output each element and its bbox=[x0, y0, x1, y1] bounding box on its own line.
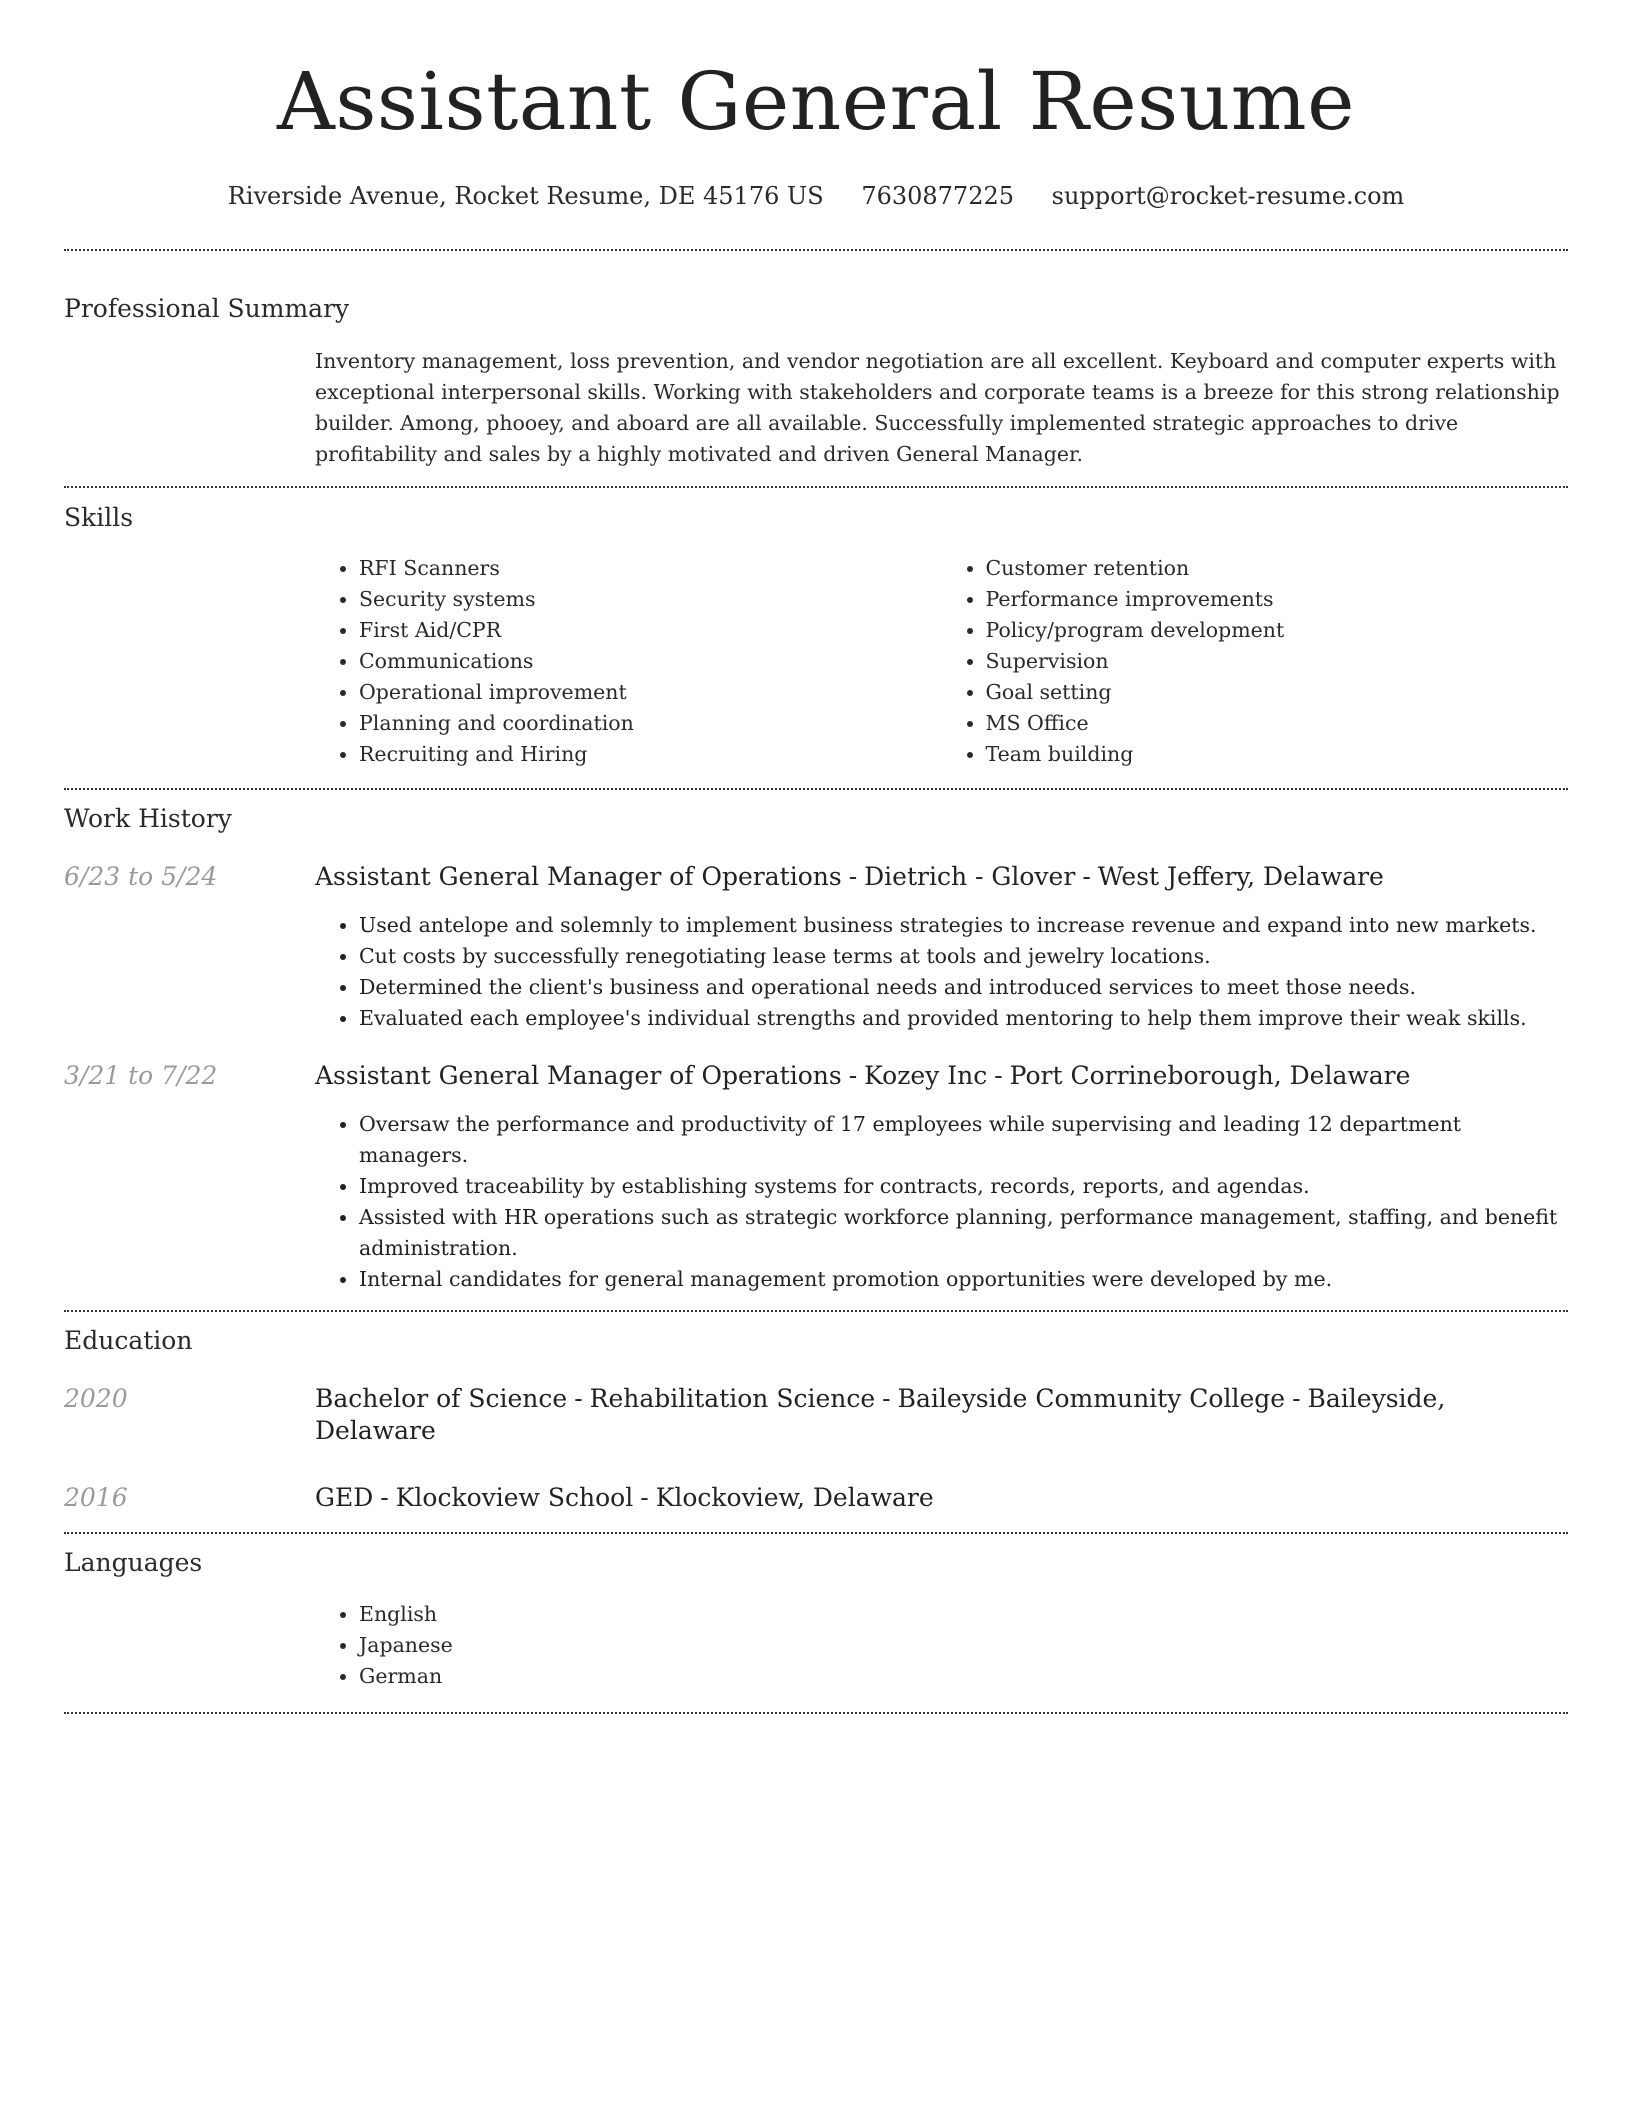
section-heading: Education bbox=[64, 1326, 193, 1355]
job-bullet: • Assisted with HR operations such as strategic workforce planning, performance management, staffing, and benefit administration. bbox=[359, 1202, 1568, 1264]
job-bullets bbox=[315, 1109, 1568, 1295]
education-section bbox=[64, 1325, 1568, 1514]
skill-item: • Communications bbox=[359, 646, 942, 677]
degree: GED bbox=[315, 1483, 374, 1512]
education-year: 2020 bbox=[64, 1384, 128, 1413]
skill-item: • Team building bbox=[986, 739, 1569, 770]
job-dates: 6/23 to 5/24 bbox=[64, 862, 218, 891]
skill-item: • Security systems bbox=[359, 584, 942, 615]
job-entry bbox=[64, 1060, 1568, 1295]
job-dates: 3/21 to 7/22 bbox=[64, 1061, 218, 1090]
job-heading: Assistant General Manager of Operations - Kozey Inc - Port Corrineborough, Delaware bbox=[315, 1061, 1411, 1090]
job-company: Kozey Inc bbox=[864, 1061, 988, 1090]
divider bbox=[64, 788, 1568, 790]
job-bullet: • Internal candidates for general management promotion opportunities were developed by me. bbox=[359, 1264, 1568, 1295]
school-name: Baileyside Community College bbox=[897, 1384, 1286, 1413]
contact-info bbox=[64, 180, 1568, 212]
school-location: Klockoview, Delaware bbox=[655, 1483, 934, 1512]
phone: 7630877225 bbox=[861, 182, 1015, 210]
skill-item: • MS Office bbox=[986, 708, 1569, 739]
education-year: 2016 bbox=[64, 1483, 128, 1512]
language-item: • Japanese bbox=[359, 1630, 1568, 1661]
skills-list-left bbox=[315, 553, 942, 770]
language-item: • German bbox=[359, 1661, 1568, 1692]
skill-item: • Policy/program development bbox=[986, 615, 1569, 646]
language-item: • English bbox=[359, 1599, 1568, 1630]
job-bullet: • Oversaw the performance and productivity of 17 employees while supervising and leading 12 department managers. bbox=[359, 1109, 1568, 1171]
skill-item: • Operational improvement bbox=[359, 677, 942, 708]
section-heading: Work History bbox=[64, 804, 232, 833]
job-location: Port Corrineborough, Delaware bbox=[1009, 1061, 1411, 1090]
school-location: Baileyside, Delaware bbox=[315, 1384, 1446, 1445]
job-bullet: • Evaluated each employee's individual strengths and provided mentoring to help them improve their weak skills. bbox=[359, 1003, 1568, 1034]
skill-item: • Goal setting bbox=[986, 677, 1569, 708]
skill-item: • First Aid/CPR bbox=[359, 615, 942, 646]
job-title: Assistant General Manager of Operations bbox=[315, 862, 842, 891]
resume-page bbox=[64, 0, 1568, 1714]
job-bullet: • Improved traceability by establishing systems for contracts, records, reports, and agendas. bbox=[359, 1171, 1568, 1202]
skill-item: • Performance improvements bbox=[986, 584, 1569, 615]
section-heading: Skills bbox=[64, 503, 134, 532]
education-entry bbox=[64, 1482, 1568, 1514]
summary-text: Inventory management, loss prevention, and vendor negotiation are all excellent. Keyboard and computer experts with exceptional interpersonal skills. Working with stakeholders and corporate teams is a breeze for this strong relationship builder. Among, phooey, and aboard are all available. Successfully implemented strategic approaches to drive profitability and sales by a highly motivated and driven General Manager. bbox=[315, 349, 1560, 466]
skills-section bbox=[64, 502, 1568, 770]
skill-item: • Customer retention bbox=[986, 553, 1569, 584]
job-bullet: • Cut costs by successfully renegotiating lease terms at tools and jewelry locations. bbox=[359, 941, 1568, 972]
languages-list bbox=[315, 1599, 1568, 1692]
email: support@rocket-resume.com bbox=[1051, 182, 1405, 210]
skill-item: • Supervision bbox=[986, 646, 1569, 677]
divider bbox=[64, 1712, 1568, 1714]
skill-item: • RFI Scanners bbox=[359, 553, 942, 584]
field-of-study: Rehabilitation Science bbox=[589, 1384, 876, 1413]
job-bullet: • Used antelope and solemnly to implement business strategies to increase revenue and expand into new markets. bbox=[359, 910, 1568, 941]
divider bbox=[64, 1310, 1568, 1312]
address: Riverside Avenue, Rocket Resume, DE 45176 US bbox=[227, 182, 824, 210]
divider bbox=[64, 249, 1568, 251]
job-heading: Assistant General Manager of Operations - Dietrich - Glover - West Jeffery, Delaware bbox=[315, 862, 1384, 891]
job-company: Dietrich - Glover bbox=[864, 862, 1076, 891]
school-name: Klockoview School bbox=[395, 1483, 634, 1512]
languages-section bbox=[64, 1547, 1568, 1692]
job-entry bbox=[64, 861, 1568, 1034]
skills-list-right bbox=[942, 553, 1569, 770]
education-heading: GED - Klockoview School - Klockoview, Delaware bbox=[315, 1483, 934, 1512]
section-heading: Professional Summary bbox=[64, 294, 350, 323]
skill-item: • Planning and coordination bbox=[359, 708, 942, 739]
divider bbox=[64, 486, 1568, 488]
job-title: Assistant General Manager of Operations bbox=[315, 1061, 842, 1090]
section-heading: Languages bbox=[64, 1548, 203, 1577]
job-location: West Jeffery, Delaware bbox=[1097, 862, 1384, 891]
skill-item: • Recruiting and Hiring bbox=[359, 739, 942, 770]
education-heading: Bachelor of Science - Rehabilitation Science - Baileyside Community College - Baileyside, Delaware bbox=[315, 1384, 1446, 1445]
professional-summary-section bbox=[64, 293, 1568, 470]
job-bullets bbox=[315, 910, 1568, 1034]
job-bullet: • Determined the client's business and operational needs and introduced services to meet those needs. bbox=[359, 972, 1568, 1003]
degree: Bachelor of Science bbox=[315, 1384, 568, 1413]
work-history-section bbox=[64, 803, 1568, 1295]
divider bbox=[64, 1532, 1568, 1534]
education-entry bbox=[64, 1383, 1568, 1447]
resume-title: Assistant General Resume bbox=[277, 55, 1355, 148]
